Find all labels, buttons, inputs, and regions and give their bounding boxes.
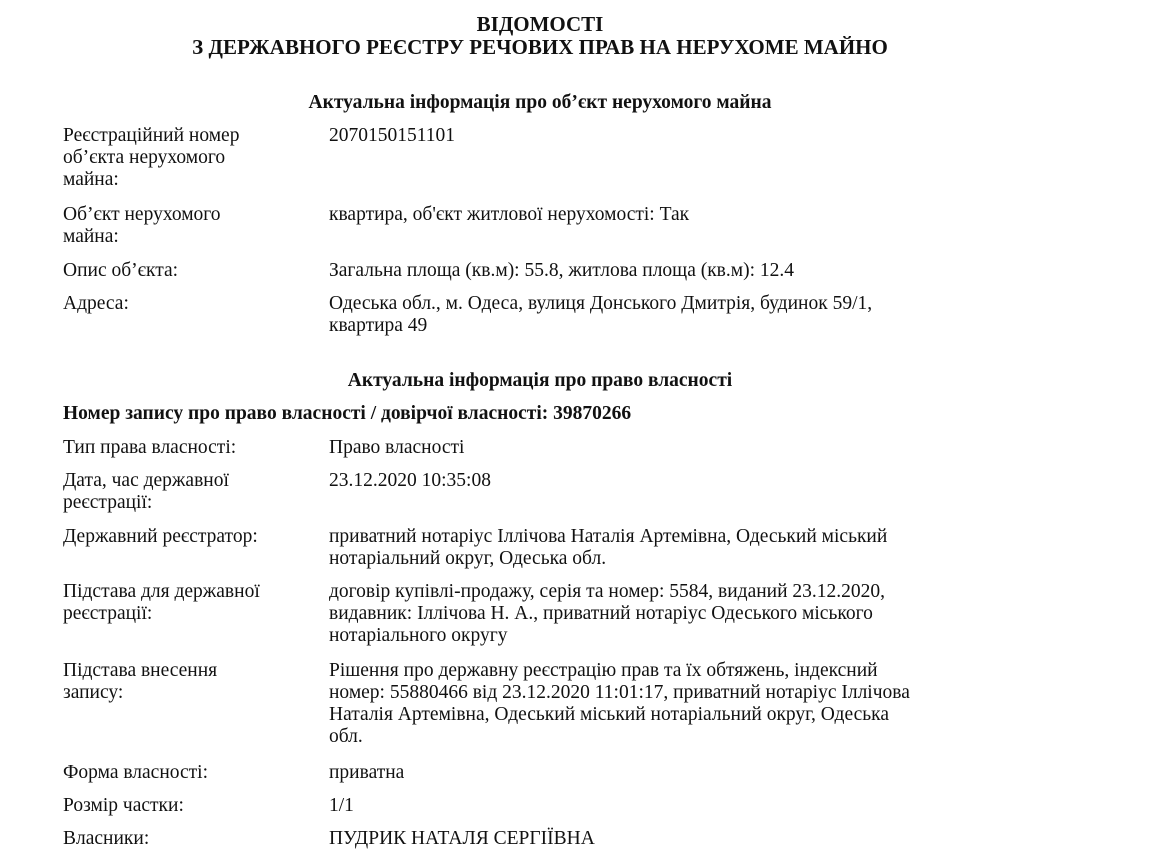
row-label: Тип права власності: bbox=[63, 437, 237, 458]
row-value: квартира, об'єкт житлової нерухомості: Так bbox=[329, 204, 690, 225]
document-subtitle: З ДЕРЖАВНОГО РЕЄСТРУ РЕЧОВИХ ПРАВ НА НЕРУХОМЕ МАЙНО bbox=[192, 35, 888, 59]
row-value: Рішення про державну реєстрацію прав та їх обтяжень, індексний номер: 55880466 від 23.12.2020 11:01:17, приватний нотаріус Іллічова Наталія Артемівна, Одеський міський нотаріальний округ, Одеська обл. bbox=[329, 660, 910, 747]
property-section-heading: Актуальна інформація про об’єкт нерухомого майна bbox=[308, 92, 772, 113]
row-label: Власники: bbox=[63, 828, 150, 849]
row-value: Загальна площа (кв.м): 55.8, житлова площа (кв.м): 12.4 bbox=[329, 260, 795, 281]
row-label: Підстава внесення запису: bbox=[63, 660, 218, 703]
row-label: Адреса: bbox=[63, 293, 129, 314]
row-label: Дата, час державної реєстрації: bbox=[63, 470, 229, 513]
row-label: Форма власності: bbox=[63, 762, 209, 783]
ownership-section-heading: Актуальна інформація про право власності bbox=[347, 370, 733, 391]
row-value: 23.12.2020 10:35:08 bbox=[329, 470, 491, 491]
row-label: Державний реєстратор: bbox=[63, 526, 258, 547]
ownership-record-number: Номер запису про право власності / довірчої власності: 39870266 bbox=[63, 403, 632, 424]
row-value: 2070150151101 bbox=[329, 125, 456, 146]
row-label: Об’єкт нерухомого майна: bbox=[63, 204, 221, 247]
row-label: Підстава для державної реєстрації: bbox=[63, 581, 260, 624]
row-label: Реєстраційний номер об’єкта нерухомого майна: bbox=[63, 125, 240, 190]
document-title: ВІДОМОСТІ bbox=[476, 12, 604, 36]
row-label: Опис об’єкта: bbox=[63, 260, 179, 281]
row-value: приватний нотаріус Іллічова Наталія Артемівна, Одеський міський нотаріальний округ, Одеська обл. bbox=[329, 526, 888, 569]
row-label: Розмір частки: bbox=[63, 795, 184, 816]
row-value: приватна bbox=[329, 762, 405, 783]
row-value: договір купівлі-продажу, серія та номер: 5584, виданий 23.12.2020, видавник: Іллічова Н. А., приватний нотаріус Одеського міського нотаріального округу bbox=[329, 581, 886, 646]
row-value: Одеська обл., м. Одеса, вулиця Донського Дмитрія, будинок 59/1, квартира 49 bbox=[329, 293, 873, 336]
row-value: 1/1 bbox=[329, 795, 354, 816]
row-value: Право власності bbox=[329, 437, 465, 458]
row-value: ПУДРИК НАТАЛЯ СЕРГІЇВНА bbox=[329, 828, 595, 849]
